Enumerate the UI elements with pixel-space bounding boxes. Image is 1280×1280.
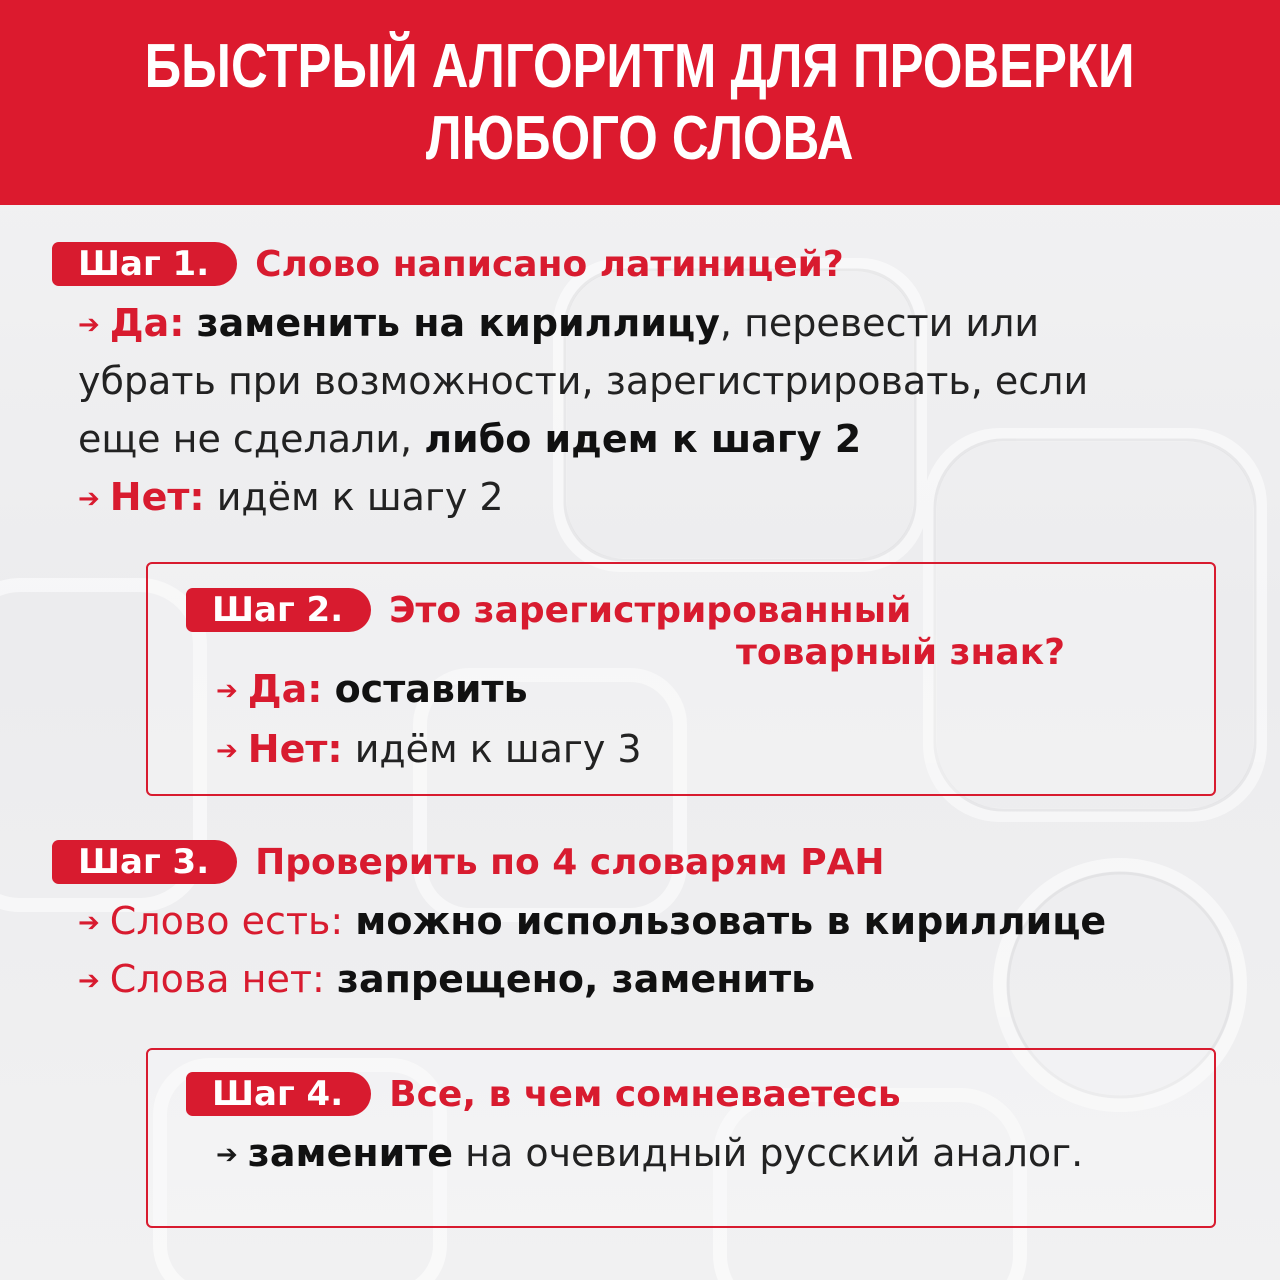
step-1-yes-line bbox=[78, 300, 1039, 351]
step-1-yes-bold: заменить на кириллицу bbox=[196, 301, 720, 345]
arrow-icon: ➔ bbox=[78, 908, 100, 938]
step-2-yes-bold: оставить bbox=[334, 667, 528, 711]
step-4-badge: Шаг 4. bbox=[186, 1072, 371, 1116]
step-1-question: Слово написано латиницей? bbox=[255, 243, 844, 285]
header-title-line-2: ЛЮБОГО СЛОВА bbox=[426, 103, 854, 173]
step-2-no-line bbox=[216, 726, 642, 777]
step-4-text: на очевидный русский аналог. bbox=[465, 1131, 1084, 1175]
step-2-yes-line bbox=[216, 666, 528, 717]
step-1-yes-line-3 bbox=[78, 416, 861, 462]
header-title-line-1: БЫСТРЫЙ АЛГОРИТМ ДЛЯ ПРОВЕРКИ bbox=[145, 31, 1135, 101]
arrow-icon: ➔ bbox=[216, 676, 238, 706]
step-3-no-label: Слова нет: bbox=[109, 957, 325, 1001]
step-4-question: Все, в чем сомневаетесь bbox=[389, 1073, 901, 1115]
step-1-no-label: Нет: bbox=[109, 475, 205, 519]
step-2-no-label: Нет: bbox=[247, 727, 343, 771]
step-4-bold: замените bbox=[247, 1131, 454, 1175]
step-3-yes-bold: можно использовать в кириллице bbox=[355, 899, 1107, 943]
step-1-yes-text-2: убрать при возможности, зарегистрировать, если bbox=[78, 359, 1089, 403]
step-3-badge: Шаг 3. bbox=[52, 840, 237, 884]
step-1-badge: Шаг 1. bbox=[52, 242, 237, 286]
step-1-no-line bbox=[78, 474, 504, 525]
step-2-yes-label: Да: bbox=[247, 667, 323, 711]
step-4-heading bbox=[186, 1072, 901, 1116]
step-1-yes-line-2 bbox=[78, 358, 1088, 404]
step-1-yes-label: Да: bbox=[109, 301, 185, 345]
step-3-heading bbox=[52, 840, 885, 884]
arrow-icon: ➔ bbox=[216, 736, 238, 766]
step-1-yes-bold-2: либо идем к шагу 2 bbox=[424, 417, 862, 461]
arrow-icon: ➔ bbox=[78, 484, 100, 514]
step-3-no-line bbox=[78, 956, 815, 1007]
step-2-question-2: товарный знак? bbox=[736, 632, 1066, 673]
step-3-no-bold: запрещено, заменить bbox=[336, 957, 816, 1001]
arrow-icon: ➔ bbox=[216, 1140, 238, 1170]
step-3-question: Проверить по 4 словарям РАН bbox=[255, 841, 885, 883]
step-3-yes-line bbox=[78, 898, 1106, 949]
step-2-badge: Шаг 2. bbox=[186, 588, 371, 632]
step-2-heading bbox=[186, 588, 911, 632]
step-2-question-1: Это зарегистрированный bbox=[389, 589, 912, 631]
step-2-no-text: идём к шагу 3 bbox=[354, 727, 642, 771]
step-3-yes-label: Слово есть: bbox=[109, 899, 344, 943]
step-1-no-text: идём к шагу 2 bbox=[216, 475, 504, 519]
arrow-icon: ➔ bbox=[78, 310, 100, 340]
step-2-heading-2 bbox=[736, 632, 1065, 673]
step-1-heading bbox=[52, 242, 844, 286]
step-4-line bbox=[216, 1130, 1083, 1181]
step-1-yes-text-1: , перевести или bbox=[719, 301, 1040, 345]
arrow-icon: ➔ bbox=[78, 966, 100, 996]
step-1-yes-text-3: еще не сделали, bbox=[78, 417, 425, 461]
